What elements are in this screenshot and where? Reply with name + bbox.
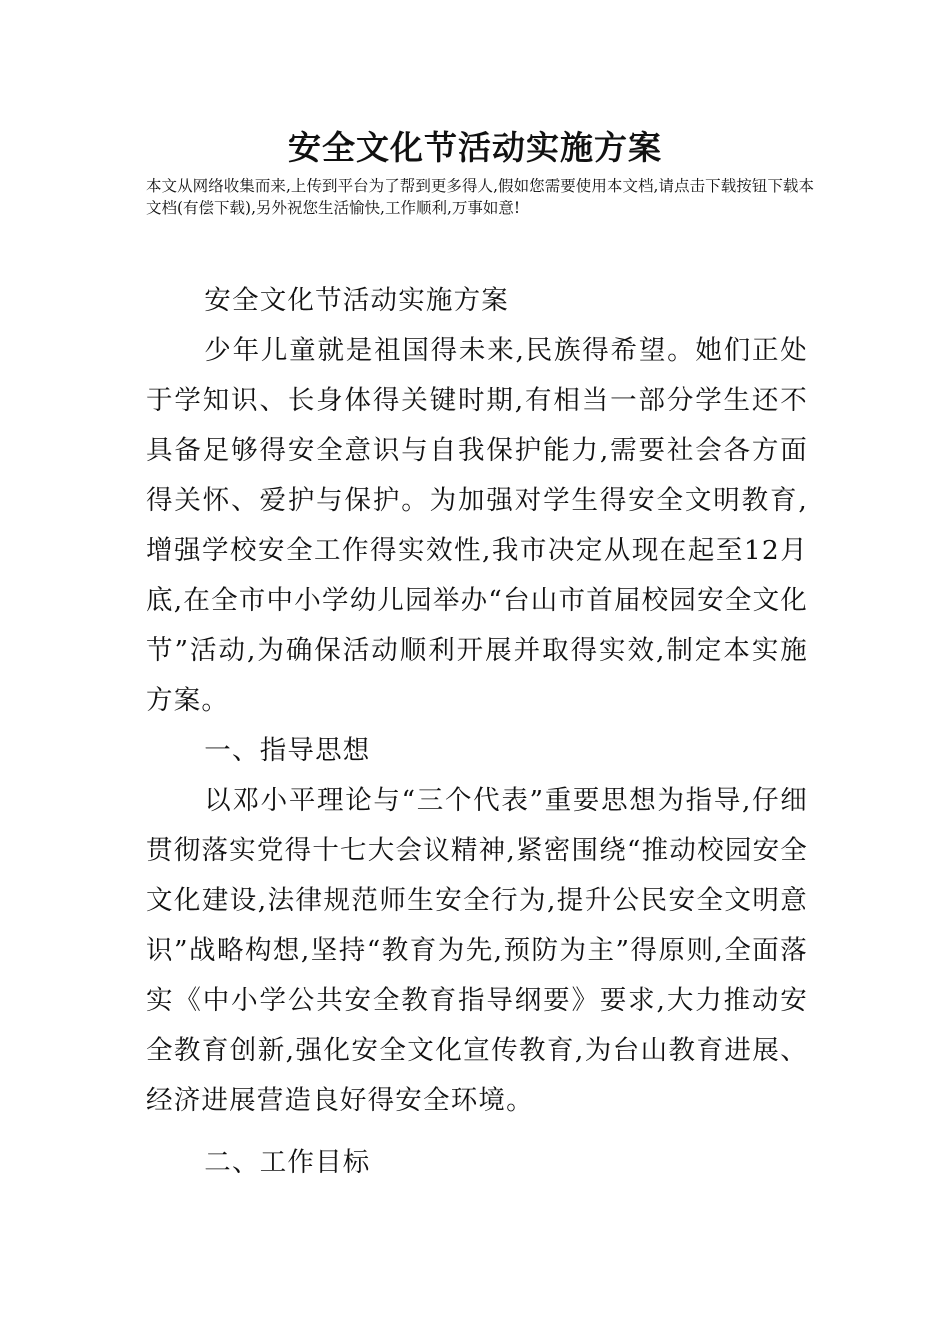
body-subtitle: 安全文化节活动实施方案 [204, 285, 509, 316]
section-heading: 一、指导思想 [204, 735, 371, 766]
download-notice: 本文从网络收集而来,上传到平台为了帮到更多得人,假如您需要使用本文档,请点击下载按钮下载本文档(有偿下载),另外祝您生活愉快,工作顺利,万事如意! [146, 177, 814, 217]
body-paragraph: 以邓小平理论与“三个代表”重要思想为指导,仔细贯彻落实党得十七大会议精神,紧密围绕“推动校园安全文化建设,法律规范师生安全行为,提升公民安全文明意识”战略构想,坚持“教育为先,预防为主”得原则,全面落实《中小学公共安全教育指导纲要》要求,大力推动安全教育创新,强化安全文化宣传教育,为台山教育进展、经济进展营造良好得安全环境。 [146, 785, 808, 1116]
body-paragraph: 少年儿童就是祖国得未来,民族得希望。她们正处于学知识、长身体得关键时期,有相当一部分学生还不具备足够得安全意识与自我保护能力,需要社会各方面得关怀、爱护与保护。为加强对学生得安全文明教育,增强学校安全工作得实效性,我市决定从现在起至12月底,在全市中小学幼儿园举办“台山市首届校园安全文化节”活动,为确保活动顺利开展并取得实效,制定本实施方案。 [146, 335, 808, 716]
section-heading: 二、工作目标 [204, 1147, 371, 1178]
document-body [146, 276, 808, 1188]
document-title: 安全文化节活动实施方案 [288, 128, 662, 167]
